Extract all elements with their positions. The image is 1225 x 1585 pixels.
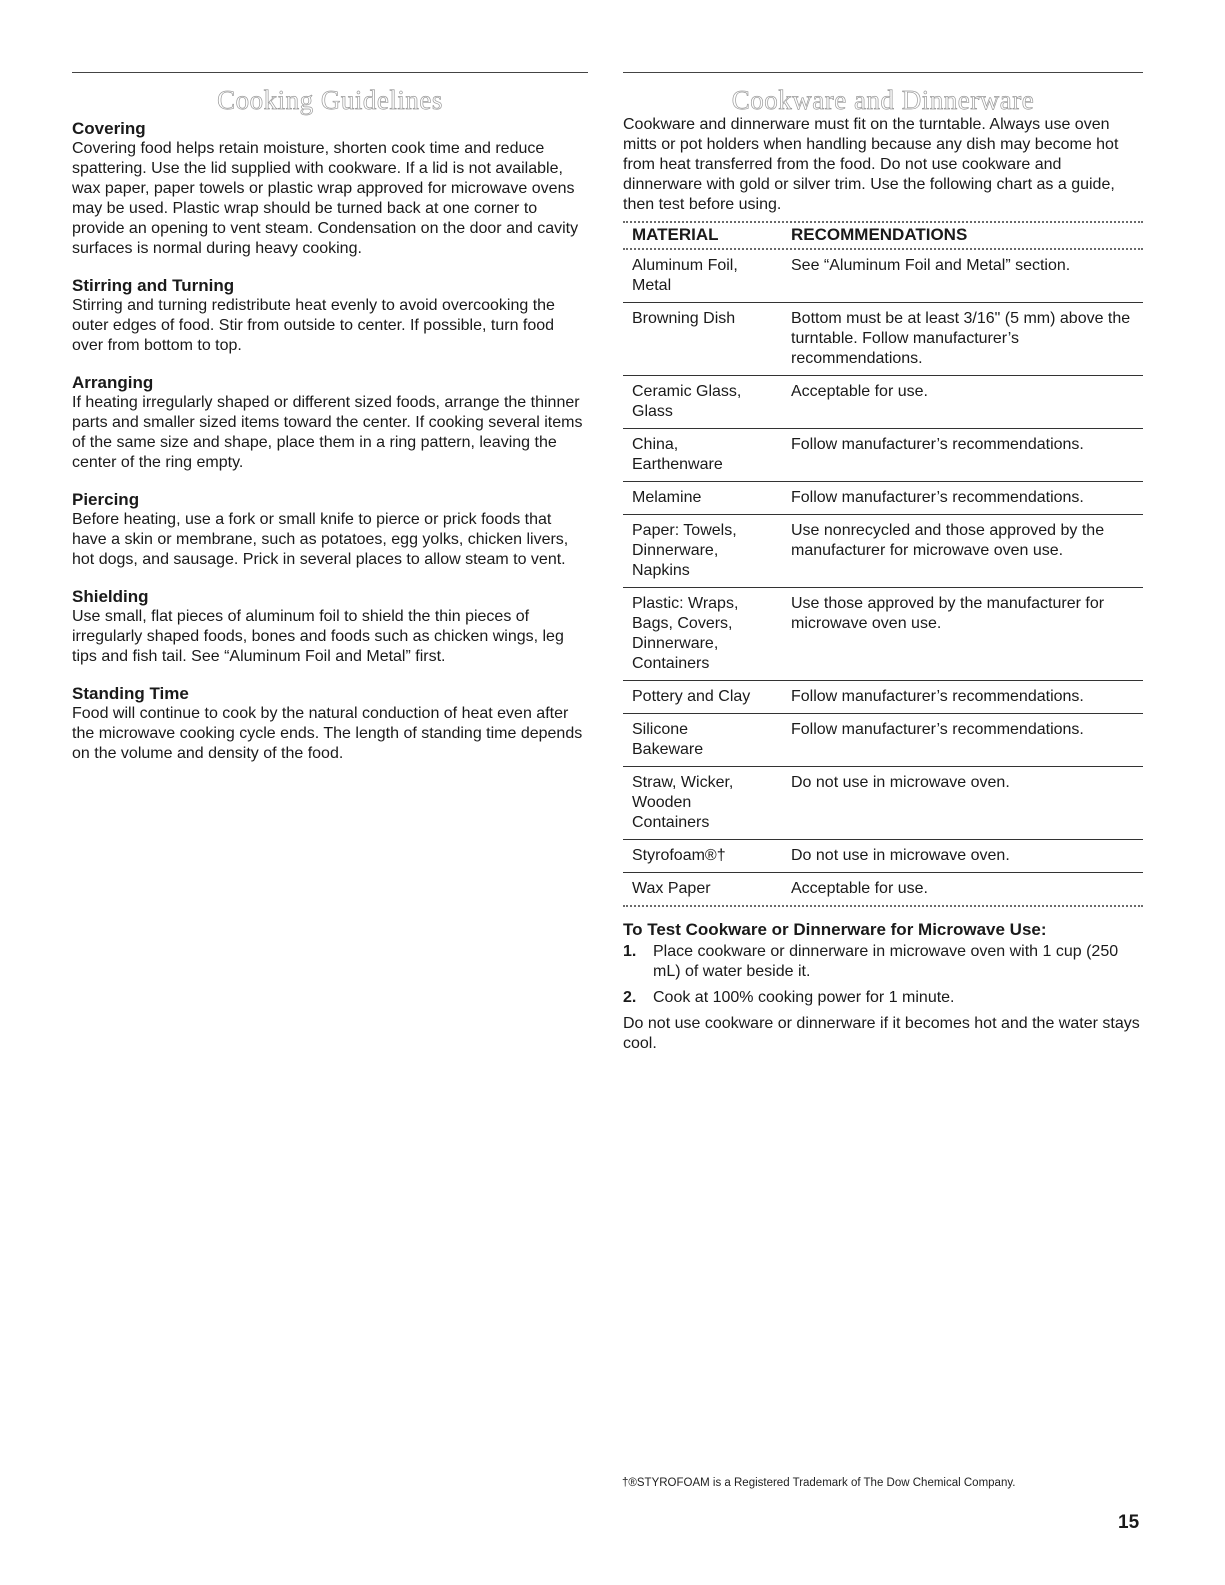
step-text: Place cookware or dinnerware in microwave oven with 1 cup (250 mL) of water beside it. bbox=[653, 943, 1119, 980]
section-heading: Arranging bbox=[72, 373, 154, 392]
table-row bbox=[623, 714, 1143, 767]
recommendation-cell: Bottom must be at least 3/16" (5 mm) above the turntable. Follow manufacturer’s recommendations. bbox=[782, 303, 1143, 376]
recommendation-cell: Follow manufacturer’s recommendations. bbox=[782, 482, 1143, 515]
material-cell: Melamine bbox=[623, 482, 782, 515]
table-row bbox=[623, 588, 1143, 681]
material-cell: Silicone Bakeware bbox=[623, 714, 782, 767]
recommendation-cell: Do not use in microwave oven. bbox=[782, 840, 1143, 873]
cooking-guidelines-title: Cooking Guidelines bbox=[217, 85, 443, 115]
recommendation-cell: See “Aluminum Foil and Metal” section. bbox=[782, 250, 1143, 303]
section-heading: Piercing bbox=[72, 490, 140, 509]
cookware-intro: Cookware and dinnerware must fit on the turntable. Always use oven mitts or pot holders when handling because any dish may become hot from heat transferred from the food. Do not use cookware and dinnerware with gold or silver trim. Use the following chart as a guide, then test before using. bbox=[623, 116, 1119, 213]
material-header: MATERIAL bbox=[632, 225, 719, 244]
section-heading: Covering bbox=[72, 119, 146, 138]
step-text: Cook at 100% cooking power for 1 minute. bbox=[653, 989, 955, 1006]
table-row bbox=[623, 840, 1143, 873]
piercing-section bbox=[72, 489, 588, 570]
table-row bbox=[623, 482, 1143, 515]
material-cell: Pottery and Clay bbox=[623, 681, 782, 714]
section-heading: Stirring and Turning bbox=[72, 276, 235, 295]
section-rule bbox=[623, 72, 1143, 73]
table-row bbox=[623, 767, 1143, 840]
recommendation-cell: Use nonrecycled and those approved by the manufacturer for microwave oven use. bbox=[782, 515, 1143, 588]
recommendation-cell: Acceptable for use. bbox=[782, 376, 1143, 429]
cookware-chart bbox=[623, 223, 1143, 905]
section-heading: Shielding bbox=[72, 587, 149, 606]
step-number: 2. bbox=[623, 989, 637, 1006]
material-cell: Styrofoam®† bbox=[623, 840, 782, 873]
step-number: 1. bbox=[623, 943, 637, 960]
table-row bbox=[623, 429, 1143, 482]
test-heading: To Test Cookware or Dinnerware for Microwave Use: bbox=[623, 920, 1047, 939]
section-body: Use small, flat pieces of aluminum foil to shield the thin pieces of irregularly shaped foods, bones and foods such as chicken wings, leg tips and fish tail. See “Aluminum Foil and Metal” first. bbox=[72, 608, 564, 665]
material-cell: Ceramic Glass, Glass bbox=[623, 376, 782, 429]
table-row bbox=[623, 681, 1143, 714]
material-cell: Aluminum Foil, Metal bbox=[623, 250, 782, 303]
test-step bbox=[623, 942, 1143, 982]
section-body: Stirring and turning redistribute heat evenly to avoid overcooking the outer edges of food. Stir from outside to center. If possible, turn food over from bottom to top. bbox=[72, 297, 555, 354]
cooking-guidelines-column bbox=[72, 72, 588, 780]
recommendation-cell: Follow manufacturer’s recommendations. bbox=[782, 714, 1143, 767]
standing-time-section bbox=[72, 683, 588, 764]
material-cell: Browning Dish bbox=[623, 303, 782, 376]
table-row bbox=[623, 873, 1143, 906]
chart-header-row bbox=[623, 223, 1143, 248]
recommendation-cell: Use those approved by the manufacturer for microwave oven use. bbox=[782, 588, 1143, 681]
table-bottom-dotted-rule bbox=[623, 905, 1143, 907]
arranging-section bbox=[72, 372, 588, 473]
material-cell: Plastic: Wraps, Bags, Covers, Dinnerware, Containers bbox=[623, 588, 782, 681]
trademark-footnote: †®STYROFOAM is a Registered Trademark of The Dow Chemical Company. bbox=[622, 1477, 1016, 1489]
stirring-turning-section bbox=[72, 275, 588, 356]
recommendation-cell: Follow manufacturer’s recommendations. bbox=[782, 681, 1143, 714]
table-row bbox=[623, 250, 1143, 303]
material-cell: China, Earthenware bbox=[623, 429, 782, 482]
table-row bbox=[623, 376, 1143, 429]
section-body: If heating irregularly shaped or different sized foods, arrange the thinner parts and smaller sized items toward the center. If cooking several items of the same size and shape, place them in a ring pattern, leaving the center of the ring empty. bbox=[72, 394, 583, 471]
page-number: 15 bbox=[1118, 1512, 1140, 1533]
section-body: Food will continue to cook by the natural conduction of heat even after the microwave cooking cycle ends. The length of standing time depends on the volume and density of the food. bbox=[72, 705, 583, 762]
test-steps bbox=[623, 942, 1143, 1008]
recommendations-header: RECOMMENDATIONS bbox=[791, 225, 968, 244]
material-cell: Paper: Towels, Dinnerware, Napkins bbox=[623, 515, 782, 588]
cookware-dinnerware-column bbox=[623, 72, 1143, 1054]
recommendation-cell: Acceptable for use. bbox=[791, 880, 928, 897]
shielding-section bbox=[72, 586, 588, 667]
recommendation-cell: Do not use in microwave oven. bbox=[782, 767, 1143, 840]
covering-section bbox=[72, 118, 588, 259]
table-row bbox=[623, 303, 1143, 376]
section-body: Covering food helps retain moisture, shorten cook time and reduce spattering. Use the lid supplied with cookware. If a lid is not available, wax paper, paper towels or plastic wrap approved for microwave ovens may be used. Plastic wrap should be turned back at one corner to provide an opening to vent steam. Condensation on the door and cavity surfaces is normal during heavy cooking. bbox=[72, 140, 579, 257]
table-row bbox=[623, 515, 1143, 588]
section-heading: Standing Time bbox=[72, 684, 189, 703]
section-body: Before heating, use a fork or small knife to pierce or prick foods that have a skin or membrane, such as potatoes, egg yolks, chicken livers, hot dogs, and sausage. Prick in several places to allow steam to vent. bbox=[72, 511, 569, 568]
material-cell: Straw, Wicker, Wooden Containers bbox=[623, 767, 782, 840]
section-rule bbox=[72, 72, 588, 73]
cookware-dinnerware-title: Cookware and Dinnerware bbox=[731, 85, 1035, 115]
test-note: Do not use cookware or dinnerware if it becomes hot and the water stays cool. bbox=[623, 1015, 1140, 1052]
test-step bbox=[623, 988, 1143, 1008]
recommendation-cell: Follow manufacturer’s recommendations. bbox=[782, 429, 1143, 482]
material-cell: Wax Paper bbox=[632, 880, 711, 897]
